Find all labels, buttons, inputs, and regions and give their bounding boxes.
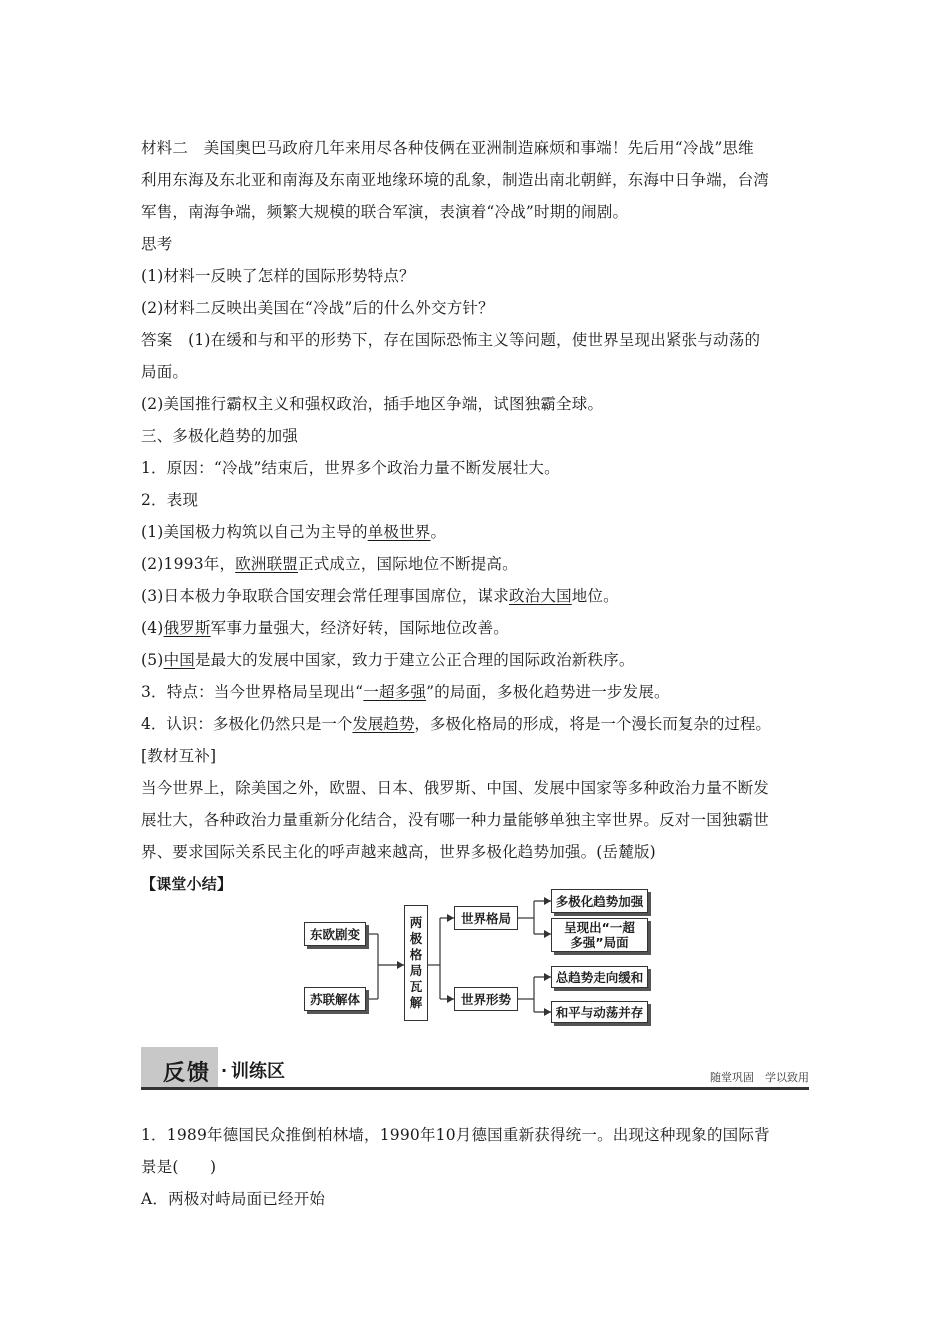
answer-line-2: 局面。: [141, 363, 189, 381]
blank-answer: 俄罗斯: [163, 619, 211, 637]
material-two-line-2: 利用东海及东北亚和南海及东南亚地缘环境的乱象，制造出南北朝鲜，东海中日争端，台湾: [141, 171, 770, 189]
text: ，多极化格局的形成，将是一个漫长而复杂的过程。: [414, 715, 771, 733]
banner-rule: [141, 1087, 809, 1090]
center-box-bipolar-collapse: 两极格局瓦解: [404, 905, 428, 1021]
text: (3)日本极力争取联合国安理会常任理事国席位，谋求: [141, 587, 509, 605]
blank-answer: 政治大国: [508, 587, 572, 605]
text: 4．认识：多极化仍然只是一个: [141, 715, 353, 733]
question-1-line-2: 景是( ): [141, 1158, 217, 1176]
performance-label: 2．表现: [141, 491, 199, 509]
supplement-line-2: 展壮大，各种政治力量重新分化结合，没有哪一种力量能够单独主宰世界。反对一国独霸世: [141, 811, 770, 829]
blank-answer: 单极世界: [367, 523, 431, 541]
material-two-line-3: 军售，南海争端，频繁大规模的联合军演，表演着“冷战”时期的闹剧。: [141, 203, 629, 221]
text: 。: [430, 523, 447, 541]
text: 3．特点：当今世界格局呈现出“: [141, 683, 364, 701]
feedback-banner: [141, 1047, 809, 1092]
thinking-question-1: (1)材料一反映了怎样的国际形势特点？: [141, 267, 415, 285]
text: 军事力量强大，经济好转，国际地位改善。: [210, 619, 509, 637]
blank-answer: 中国: [163, 651, 195, 669]
supplement-line-1: 当今世界上，除美国之外，欧盟、日本、俄罗斯、中国、发展中国家等多种政治力量不断发: [141, 779, 770, 797]
world-situation-box: 世界形势: [454, 987, 518, 1011]
cause-box-east-europe: 东欧剧变: [304, 922, 366, 946]
blank-answer: 一超多强: [363, 683, 427, 701]
banner-dot: ·: [221, 1061, 228, 1080]
section-heading: 三、多极化趋势的加强: [141, 427, 299, 445]
cause-box-soviet-collapse: 苏联解体: [304, 987, 366, 1011]
result-one-superpower: 呈现出“一超多强”局面: [551, 918, 648, 952]
text: 地位。: [571, 587, 619, 605]
blank-answer: 发展趋势: [352, 715, 415, 733]
supplement-label: [教材互补]: [141, 747, 217, 765]
text: 是最大的发展中国家，致力于建立公正合理的国际政治新秩序。: [194, 651, 635, 669]
result-multipolar: 多极化趋势加强: [551, 889, 648, 913]
result-easing-trend: 总趋势走向缓和: [551, 966, 648, 988]
question-1-line-1: 1．1989年德国民众推倒柏林墙，1990年10月德国重新获得统一。出现这种现象的国际背: [141, 1126, 770, 1144]
answer-line-3: (2)美国推行霸权主义和强权政治，插手地区争端，试图独霸全球。: [141, 395, 604, 413]
supplement-line-3: 界、要求国际关系民主化的呼声越来越高，世界多极化趋势加强。(岳麓版): [141, 843, 656, 861]
material-two-line-1: 材料二 美国奥巴马政府几年来用尽各种伎俩在亚洲制造麻烦和事端！先后用“冷战”思维: [141, 139, 754, 157]
text: ”的局面，多极化趋势进一步发展。: [426, 683, 670, 701]
banner-title: 反馈: [163, 1061, 212, 1086]
banner-tagline: 随堂巩固 学以致用: [710, 1071, 809, 1084]
thinking-question-2: (2)材料二反映出美国在“冷战”后的什么外交方针？: [141, 299, 494, 317]
text: (5): [141, 651, 164, 669]
result-peace-turmoil: 和平与动荡并存: [551, 1001, 648, 1023]
answer-line-1: 答案 (1)在缓和与和平的形势下，存在国际恐怖主义等问题，使世界呈现出紧张与动荡的: [141, 331, 761, 349]
summary-label: 【课堂小结】: [141, 875, 233, 893]
thinking-label: 思考: [141, 235, 173, 253]
text: (1)美国极力构筑以自己为主导的: [141, 523, 368, 541]
blank-answer: 欧洲联盟: [235, 555, 299, 573]
text: 正式成立，国际地位不断提高。: [298, 555, 518, 573]
banner-subtitle: 训练区: [231, 1061, 285, 1082]
text: (4): [141, 619, 164, 637]
text: (2)1993年，: [141, 555, 236, 573]
world-pattern-box: 世界格局: [454, 906, 518, 930]
question-1-option-a: A．两极对峙局面已经开始: [141, 1190, 326, 1208]
cause-line: 1．原因：“冷战”结束后，世界多个政治力量不断发展壮大。: [141, 459, 560, 477]
